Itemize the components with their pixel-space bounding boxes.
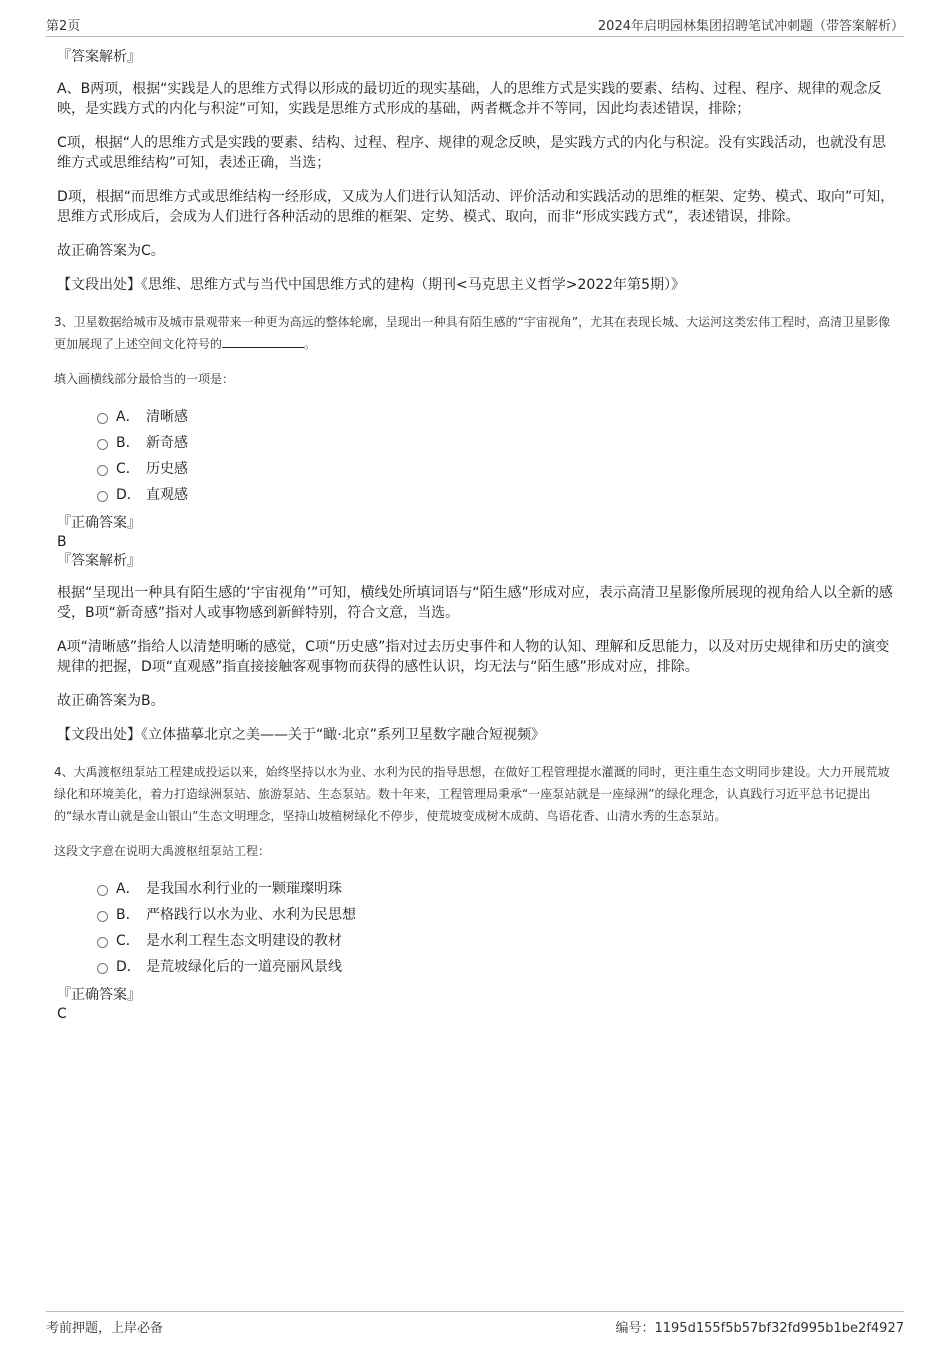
radio-icon[interactable] — [97, 911, 108, 922]
question-3-prompt: 填入画横线部分最恰当的一项是： — [54, 372, 235, 386]
option-d[interactable]: D． 是荒坡绿化后的一道亮丽风景线 — [97, 953, 897, 979]
answer-conclusion: 故正确答案为B。 — [57, 693, 165, 709]
answer-conclusion: 故正确答案为C。 — [57, 243, 165, 259]
radio-icon[interactable] — [97, 885, 108, 896]
option-a[interactable]: A． 清晰感 — [97, 403, 897, 429]
question-3-options — [97, 403, 897, 507]
option-b[interactable]: B． 严格践行以水为业、水利为民思想 — [97, 901, 897, 927]
footer-slogan: 考前押题，上岸必备 — [46, 1321, 164, 1336]
option-a[interactable]: A． 是我国水利行业的一颗璀璨明珠 — [97, 875, 897, 901]
question-4-prompt: 这段文字意在说明大禹渡枢纽泵站工程： — [54, 844, 271, 858]
option-c[interactable]: C． 历史感 — [97, 455, 897, 481]
option-d[interactable]: D． 直观感 — [97, 481, 897, 507]
source-citation: 【文段出处】《立体描摹北京之美——关于“瞰·北京”系列卫星数字融合短视频》 — [57, 727, 545, 743]
radio-icon[interactable] — [97, 465, 108, 476]
document-title: 2024年启明园林集团招聘笔试冲刺题（带答案解析） — [597, 19, 904, 34]
source-citation: 【文段出处】《思维、思维方式与当代中国思维方式的建构（期刊<马克思主义哲学>2022年第5期）》 — [57, 277, 685, 293]
page-number: 第2页 — [46, 19, 81, 34]
question-4-options — [97, 875, 897, 979]
question-4-text: 4、大禹渡枢纽泵站工程建成投运以来，始终坚持以水为业、水利为民的指导思想，在做好工程管理提水灌溉的同时，更注重生态文明同步建设。大力开展荒坡绿化和环境美化，着力打造绿洲泵站、旅游泵站、生态泵站。数十年来，工程管理局秉承“一座泵站就是一座绿洲”的绿化理念，认真践行习近平总书记提出的“绿水青山就是金山银山”生态文明理念，坚持山坡植树绿化不停步，使荒坡变成树木成荫、鸟语花香、山清水秀的生态泵站。 — [54, 765, 890, 823]
option-b[interactable]: B． 新奇感 — [97, 429, 897, 455]
correct-answer: C — [57, 1006, 67, 1022]
analysis-paragraph: D项，根据“而思维方式或思维结构一经形成，又成为人们进行认知活动、评价活动和实践活动的思维的框架、定势、模式、取向”可知，思维方式形成后，会成为人们进行各种活动的思维的框架、定势、模式、取向，而非“形成实践方式”，表述错误，排除。 — [57, 189, 895, 225]
page-footer — [46, 1311, 904, 1336]
document-serial: 编号：1195d155f5b57bf32fd995b1be2f4927 — [615, 1321, 904, 1336]
correct-answer: B — [57, 534, 67, 550]
radio-icon[interactable] — [97, 413, 108, 424]
fill-blank — [222, 335, 304, 348]
radio-icon[interactable] — [97, 491, 108, 502]
analysis-paragraph: A项“清晰感”指给人以清楚明晰的感觉，C项“历史感”指对过去历史事件和人物的认知、理解和反思能力，以及对历史规律和历史的演变规律的把握，D项“直观感”指直接接触客观事物而获得的感性认识，均无法与“陌生感”形成对应，排除。 — [57, 639, 890, 675]
question-3-text: 3、卫星数据给城市及城市景观带来一种更为高远的整体轮廓，呈现出一种具有陌生感的“宇宙视角”，尤其在表现长城、大运河这类宏伟工程时，高清卫星影像更加展现了上述空间文化符号的 。 — [54, 315, 891, 351]
analysis-label: 『答案解析』 — [57, 553, 141, 569]
analysis-paragraph: 根据“呈现出一种具有陌生感的‘宇宙视角’”可知，横线处所填词语与“陌生感”形成对应，表示高清卫星影像所展现的视角给人以全新的感受，B项“新奇感”指对人或事物感到新鲜特别，符合文意，当选。 — [57, 585, 893, 621]
analysis-label: 『答案解析』 — [57, 49, 141, 65]
option-c[interactable]: C． 是水利工程生态文明建设的教材 — [97, 927, 897, 953]
correct-answer-label: 『正确答案』 — [57, 515, 141, 531]
radio-icon[interactable] — [97, 937, 108, 948]
page-content — [54, 47, 897, 1023]
radio-icon[interactable] — [97, 439, 108, 450]
radio-icon[interactable] — [97, 963, 108, 974]
analysis-paragraph: C项，根据“人的思维方式是实践的要素、结构、过程、程序、规律的观念反映，是实践方式的内化与积淀。没有实践活动，也就没有思维方式或思维结构”可知，表述正确，当选； — [57, 135, 887, 171]
page-header — [46, 12, 904, 37]
correct-answer-label: 『正确答案』 — [57, 987, 141, 1003]
analysis-paragraph: A、B两项，根据“实践是人的思维方式得以形成的最切近的现实基础，人的思维方式是实践的要素、结构、过程、程序、规律的观念反映，是实践方式的内化与积淀”可知，实践是思维方式形成的基础，两者概念并不等同，因此均表述错误，排除； — [57, 81, 882, 117]
